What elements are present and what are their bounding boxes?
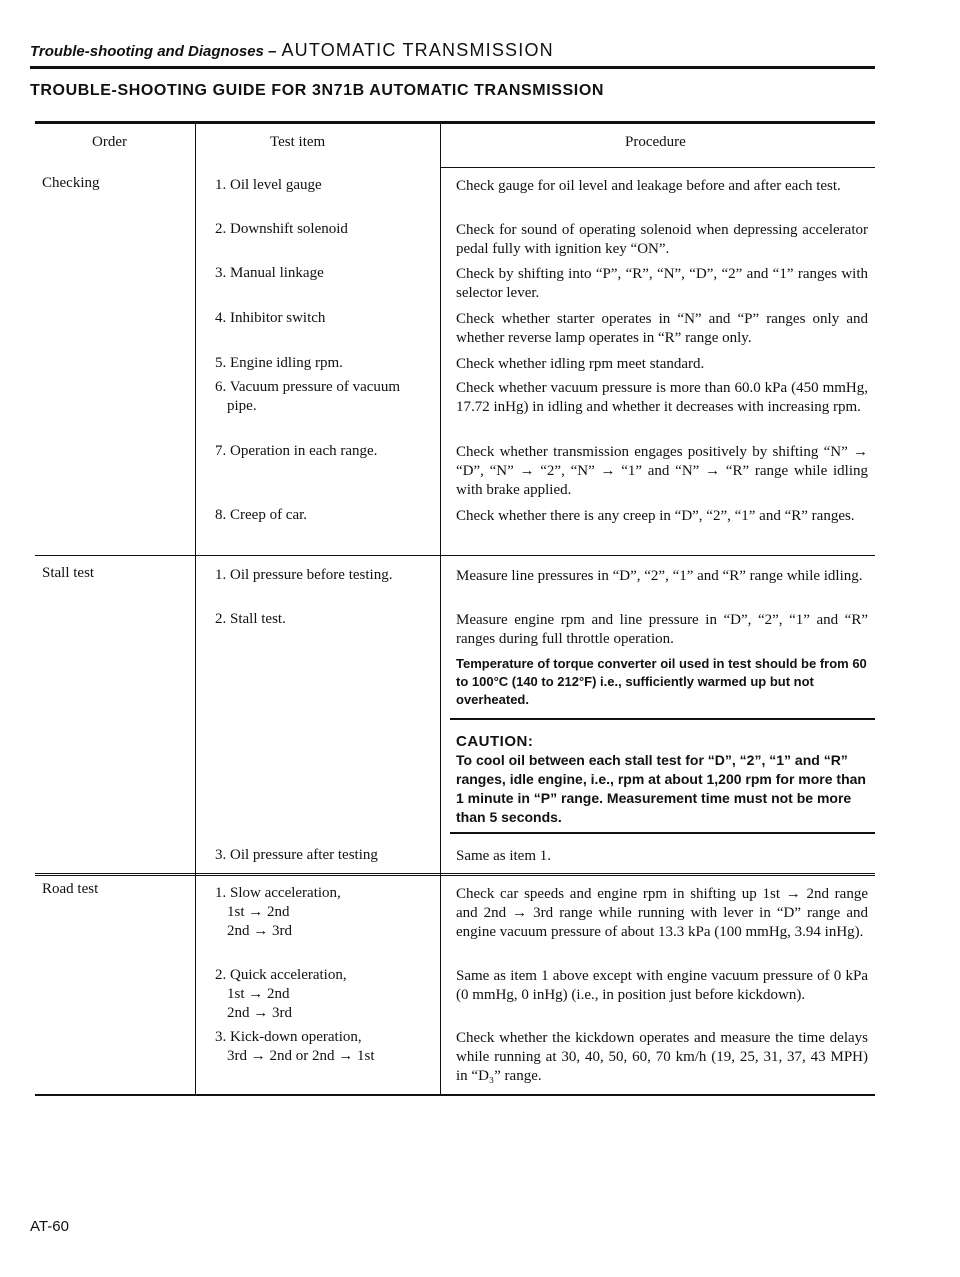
test-item: 2. Downshift solenoid [215,221,348,237]
procedure: Check car speeds and engine rpm in shifting up 1st → 2nd range and 2nd → 3rd range while running with lever in “D” range and engine vacuum pressure of about 13.3 kPa (100 mmHg, 3.94 inHg). [456,886,868,940]
procedure: Check for sound of operating solenoid when depressing accelerator pedal fully with ignition key “ON”. [456,222,868,257]
test-item [215,1028,435,1066]
order-checking: Checking [42,175,100,191]
caution-heading: CAUTION: [456,733,534,750]
column-header-order: Order [92,134,127,150]
procedure: Same as item 1 above except with engine vacuum pressure of 0 kPa (0 mmHg, 0 inHg) (i.e., in position just before kickdown). [456,968,868,1003]
chapter-title: AUTOMATIC TRANSMISSION [281,40,554,60]
test-item: 7. Operation in each range. [215,443,378,459]
test-item: 1. Oil pressure before testing. [215,567,393,583]
test-item-line: 2nd → 3rd [227,1005,292,1021]
test-item-line: 1st → 2nd [227,986,290,1002]
test-item-line: 6. Vacuum pressure of vacuum [215,379,401,395]
procedure: Check whether vacuum pressure is more than 60.0 kPa (450 mmHg, 17.72 inHg) in idling and whether it decreases with increasing rpm. [456,380,868,415]
test-item: 2. Stall test. [215,611,286,627]
page-title: TROUBLE-SHOOTING GUIDE FOR 3N71B AUTOMATIC TRANSMISSION [30,82,605,99]
caution-bottom-rule [450,832,875,834]
test-item: 5. Engine idling rpm. [215,355,343,371]
test-item: 4. Inhibitor switch [215,310,326,326]
column-header-test-item: Test item [270,134,326,150]
procedure: Check whether the kickdown operates and measure the time delays while running at 30, 40, 50, 60, 70 km/h (19, 25, 31, 37, 43 MPH) in “D₃” range. [456,1030,868,1084]
test-item-line: 3. Kick-down operation, [215,1029,362,1045]
test-item-line: pipe. [227,398,257,414]
test-item: 1. Oil level gauge [215,177,322,193]
table-top-rule [35,121,875,124]
test-item: 3. Manual linkage [215,265,324,281]
test-item-line: 2nd → 3rd [227,923,292,939]
procedure: Same as item 1. [456,848,551,864]
test-item [215,884,435,941]
column-separator [195,122,196,1094]
test-item-line: 3rd → 2nd or 2nd → 1st [227,1048,375,1064]
procedure: Measure line pressures in “D”, “2”, “1” and “R” range while idling. [456,568,863,584]
column-header-procedure: Procedure [625,134,686,150]
page-number: AT-60 [30,1218,69,1235]
header-rule [30,66,875,69]
procedure: Check by shifting into “P”, “R”, “N”, “D”, “2” and “1” ranges with selector lever. [456,266,868,301]
section-label: Trouble-shooting and Diagnoses – [30,43,277,60]
order-road-test: Road test [42,881,99,897]
caution-text: To cool oil between each stall test for “D”, “2”, “1” and “R” ranges, idle engine, i.e., rpm at about 1,200 rpm for more than 1 minute in “P” range. Measurement time must not be more than 5 seconds. [456,752,866,825]
procedure: Check whether idling rpm meet standard. [456,356,705,372]
procedure: Measure engine rpm and line pressure in “D”, “2”, “1” and “R” ranges during full throttle operation. [456,612,868,647]
test-item-line: 1st → 2nd [227,904,290,920]
column-separator [440,122,441,1094]
section-divider [35,875,875,876]
caution-top-rule [450,718,875,720]
header-underline [440,167,875,168]
order-stall-test: Stall test [42,565,95,581]
section-divider-2 [35,873,875,874]
running-header [30,40,554,61]
table-bottom-rule [35,1094,875,1096]
procedure: Check whether starter operates in “N” and “P” ranges only and whether reverse lamp operates in “R” range only. [456,311,868,346]
procedure: Check whether there is any creep in “D”, “2”, “1” and “R” ranges. [456,508,855,524]
procedure: Check whether transmission engages positively by shifting “N” → “D”, “N” → “2”, “N” → “1” and “N” → “R” range while idling with brake applied. [456,444,868,498]
procedure: Check gauge for oil level and leakage before and after each test. [456,178,841,194]
test-item [215,966,435,1023]
test-item-line: 1. Slow acceleration, [215,885,341,901]
test-item [215,378,435,416]
test-item-line: 2. Quick acceleration, [215,967,347,983]
section-divider [35,555,875,556]
test-item: 3. Oil pressure after testing [215,847,378,863]
temperature-note: Temperature of torque converter oil used in test should be from 60 to 100°C (140 to 212°F) i.e., sufficiently warmed up but not overheated. [456,656,867,707]
test-item: 8. Creep of car. [215,507,308,523]
